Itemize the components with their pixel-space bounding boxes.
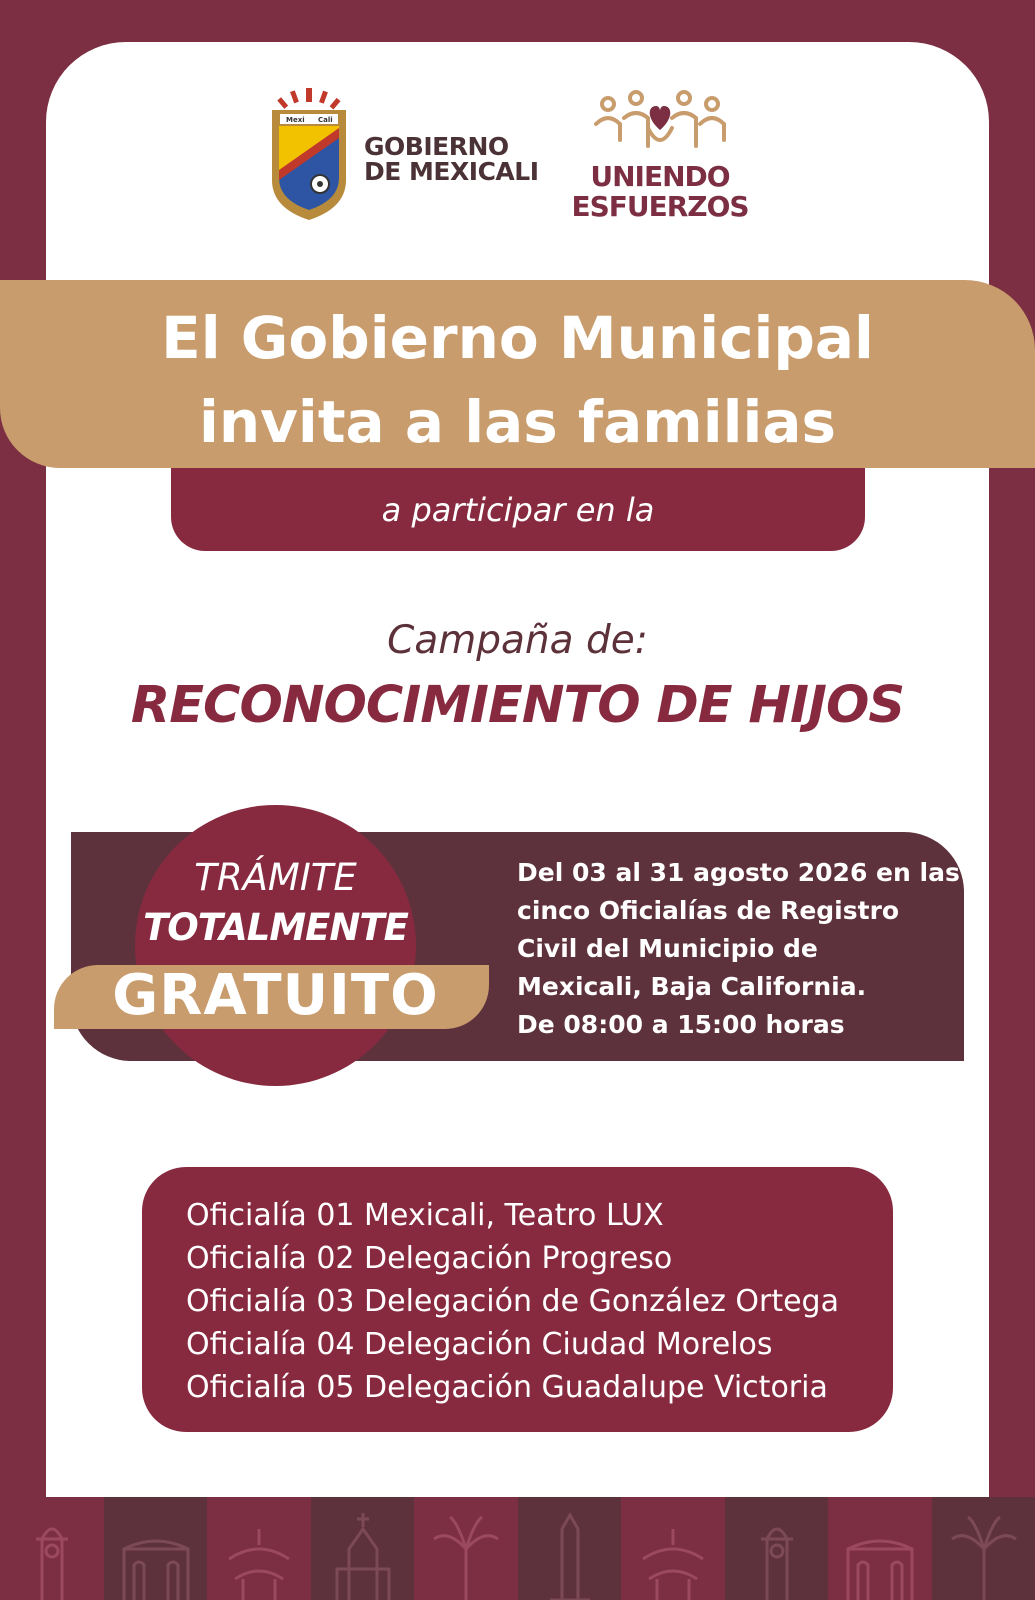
- campaign-label: Campaña de:: [387, 618, 648, 663]
- campaign-brand-line-1: UNIENDO: [590, 160, 730, 193]
- landmark-tile: [104, 1497, 208, 1600]
- landmark-tile: [725, 1497, 829, 1600]
- landmark-tile: [932, 1497, 1035, 1600]
- campaign-title: RECONOCIMIENTO DE HIJOS: [130, 676, 905, 735]
- office-item: Oficialía 03 Delegación de González Ortega: [186, 1284, 839, 1319]
- headline-line-1: El Gobierno Municipal: [161, 304, 874, 372]
- details-line: cinco Oficialías de Registro: [517, 896, 900, 925]
- government-line-1: GOBIERNO: [364, 132, 509, 161]
- building-icon: [118, 1509, 194, 1600]
- church-icon: [325, 1509, 401, 1600]
- landmark-tile: [414, 1497, 518, 1600]
- government-name: [364, 134, 564, 184]
- headline: [0, 296, 1035, 464]
- landmark-tile: [207, 1497, 311, 1600]
- office-item: Oficialía 04 Delegación Ciudad Morelos: [186, 1327, 773, 1362]
- shield-top-right-text: Cali: [318, 116, 333, 124]
- pagoda-icon: [635, 1509, 711, 1600]
- landmark-tile: [621, 1497, 725, 1600]
- building-icon: [842, 1509, 918, 1600]
- tower-icon: [739, 1509, 815, 1600]
- palm-icon: [946, 1509, 1022, 1600]
- palm-icon: [428, 1509, 504, 1600]
- landmarks-strip: [0, 1497, 1035, 1600]
- subline-pill: [171, 468, 865, 551]
- details-line: Mexicali, Baja California.: [517, 972, 867, 1001]
- offices-list: [186, 1194, 886, 1409]
- details-line: De 08:00 a 15:00 horas: [517, 1010, 845, 1039]
- campaign-brand: [560, 162, 760, 222]
- office-item: Oficialía 05 Delegación Guadalupe Victoria: [186, 1370, 828, 1405]
- subline-text: a participar en la: [381, 490, 655, 529]
- procedure-line-3: GRATUITO: [112, 963, 439, 1028]
- pagoda-icon: [221, 1509, 297, 1600]
- office-item: Oficialía 01 Mexicali, Teatro LUX: [186, 1198, 664, 1233]
- landmark-tile: [311, 1497, 415, 1600]
- office-item: Oficialía 02 Delegación Progreso: [186, 1241, 673, 1276]
- government-line-2: DE MEXICALI: [364, 157, 539, 186]
- procedure-line-1: TRÁMITE: [194, 856, 357, 899]
- uniendo-esfuerzos-icon: [594, 88, 726, 158]
- shield-top-left-text: Mexi: [286, 116, 305, 124]
- landmark-tile: [0, 1497, 104, 1600]
- tower-icon: [14, 1509, 90, 1600]
- landmark-tile: [518, 1497, 622, 1600]
- landmark-tile: [828, 1497, 932, 1600]
- mexicali-shield-icon: [268, 88, 350, 222]
- campaign-brand-line-2: ESFUERZOS: [571, 190, 749, 223]
- details-line: Civil del Municipio de: [517, 934, 818, 963]
- headline-line-2: invita a las familias: [198, 388, 837, 456]
- procedure-line-2: TOTALMENTE: [143, 906, 408, 949]
- schedule-details: [517, 854, 960, 1044]
- monument-icon: [532, 1509, 608, 1600]
- details-line: Del 03 al 31 agosto 2026 en las: [517, 858, 960, 887]
